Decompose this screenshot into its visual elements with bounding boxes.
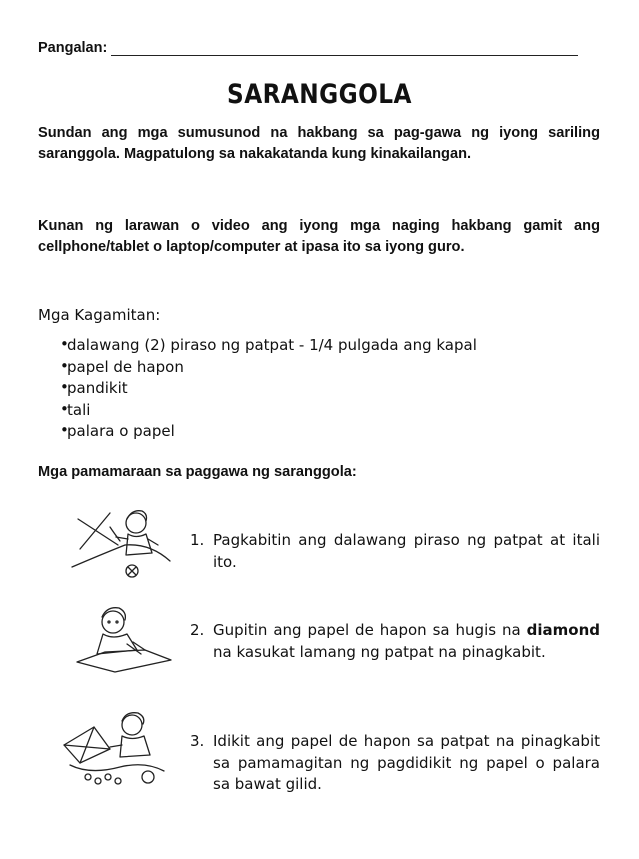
step-text: Gupitin ang papel de hapon sa hugis na diamond na kasukat lamang ng patpat na pinagkabit. <box>213 621 600 661</box>
list-item: • palara o papel <box>36 421 477 443</box>
step-text: Pagkabitin ang dalawang piraso ng patpat at itali ito. <box>213 531 600 571</box>
procedure-step-3 <box>190 731 600 796</box>
list-item: • tali <box>36 400 477 422</box>
page-title: SARANGGOLA <box>227 79 412 110</box>
list-item: • papel de hapon <box>36 357 477 379</box>
child-gluing-kite-illustration <box>60 705 170 790</box>
materials-heading: Mga Kagamitan: <box>38 306 161 324</box>
procedure-heading: Mga pamamaraan sa paggawa ng saranggola: <box>38 464 357 480</box>
list-item: • pandikit <box>36 378 477 400</box>
step-number: 3. <box>190 732 205 750</box>
name-blank-line[interactable] <box>111 41 578 56</box>
instruction-paragraph-1: Sundan ang mga sumusunod na hakbang sa pag-gawa ng iyong sariling saranggola. Magpatulong sa nakakatanda kung kinakailangan. <box>38 125 600 162</box>
instruction-paragraph-2: Kunan ng larawan o video ang iyong mga naging hakbang gamit ang cellphone/tablet o laptop/computer at ipasa ito sa iyong guro. <box>38 218 600 255</box>
step-number: 2. <box>190 621 205 639</box>
step-text: Idikit ang papel de hapon sa patpat na pinagkabit sa pamamagitan ng pagdidikit ng papel o palara sa bawat gilid. <box>213 732 600 793</box>
list-item: • dalawang (2) piraso ng patpat - 1/4 pulgada ang kapal <box>36 335 477 357</box>
procedure-step-2 <box>190 620 600 663</box>
name-label: Pangalan: <box>38 40 108 56</box>
child-tying-sticks-illustration <box>70 505 175 585</box>
name-field-line <box>38 40 578 56</box>
procedure-step-1 <box>190 530 600 573</box>
step-number: 1. <box>190 531 205 549</box>
materials-list <box>36 335 477 443</box>
child-cutting-paper-illustration <box>75 600 175 675</box>
